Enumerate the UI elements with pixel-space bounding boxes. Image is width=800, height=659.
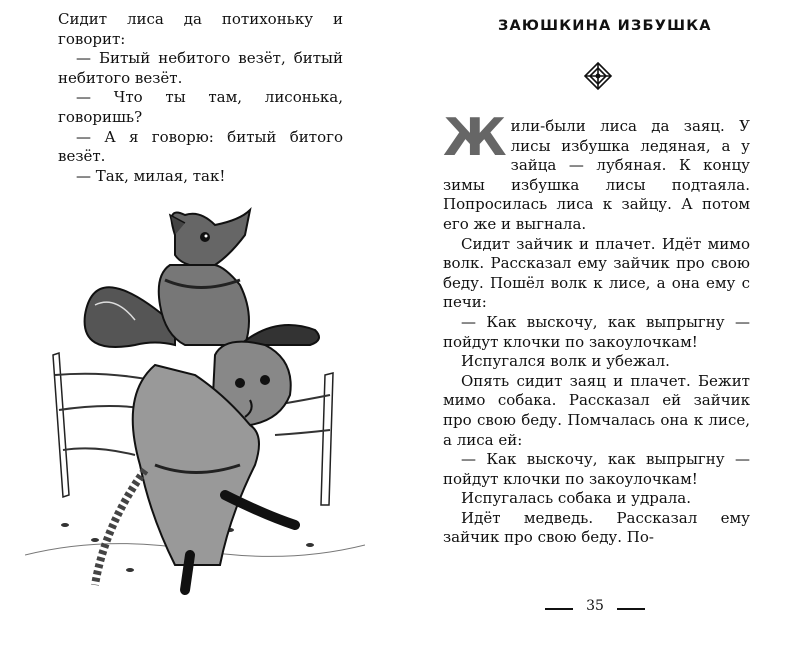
- left-rule: [545, 608, 573, 610]
- fox-riding-wolf-illustration: [25, 195, 365, 605]
- story-opening-paragraph: [443, 108, 750, 235]
- left-paragraph: — Битый небитого везёт, битый небитого везёт.: [58, 49, 343, 87]
- story-paragraph: Испугалась собака и удрала.: [461, 489, 692, 508]
- drop-cap: Ж: [443, 108, 507, 168]
- story-text: [443, 108, 750, 548]
- left-paragraph: — Что ты там, лисонька, говоришь?: [58, 88, 343, 126]
- decorative-ornament-icon: [583, 61, 613, 91]
- story-paragraph: Испугался волк и убежал.: [461, 352, 670, 371]
- opening-text: или-были лиса да заяц. У лисы избушка ледяная, а у зайца — лубяная. К концу зимы избушка лисы подтаяла. Попросилась лиса к зайцу. А потом его же и выгнала.: [443, 117, 750, 233]
- left-paragraph: — Так, милая, так!: [76, 166, 226, 185]
- page-number-footer: [545, 598, 645, 618]
- story-paragraph: — Как выскочу, как выпрыгну — пойдут клочки по закоулочкам!: [443, 450, 750, 488]
- left-page-text: [58, 10, 343, 186]
- story-title: ЗАЮШКИНА ИЗБУШКА: [498, 18, 712, 34]
- story-paragraph: Опять сидит заяц и плачет. Бежит мимо собака. Рассказал ей зайчик про свою беду. Помчалась она к лисе, а лиса ей:: [443, 371, 750, 449]
- left-paragraph: Сидит лиса да потихоньку и говорит:: [58, 10, 343, 48]
- page-number: 35: [586, 598, 604, 614]
- story-paragraph: — Как выскочу, как выпрыгну — пойдут клочки по закоулочкам!: [443, 312, 750, 351]
- story-paragraph: Идёт медведь. Рассказал ему зайчик про свою беду. По-: [443, 508, 750, 547]
- left-paragraph: — А я говорю: битый битого везёт.: [58, 127, 343, 166]
- right-rule: [617, 608, 645, 610]
- story-paragraph: Сидит зайчик и плачет. Идёт мимо волк. Рассказал ему зайчик про свою беду. Пошёл волк к лисе, а она ему с печи:: [443, 234, 750, 312]
